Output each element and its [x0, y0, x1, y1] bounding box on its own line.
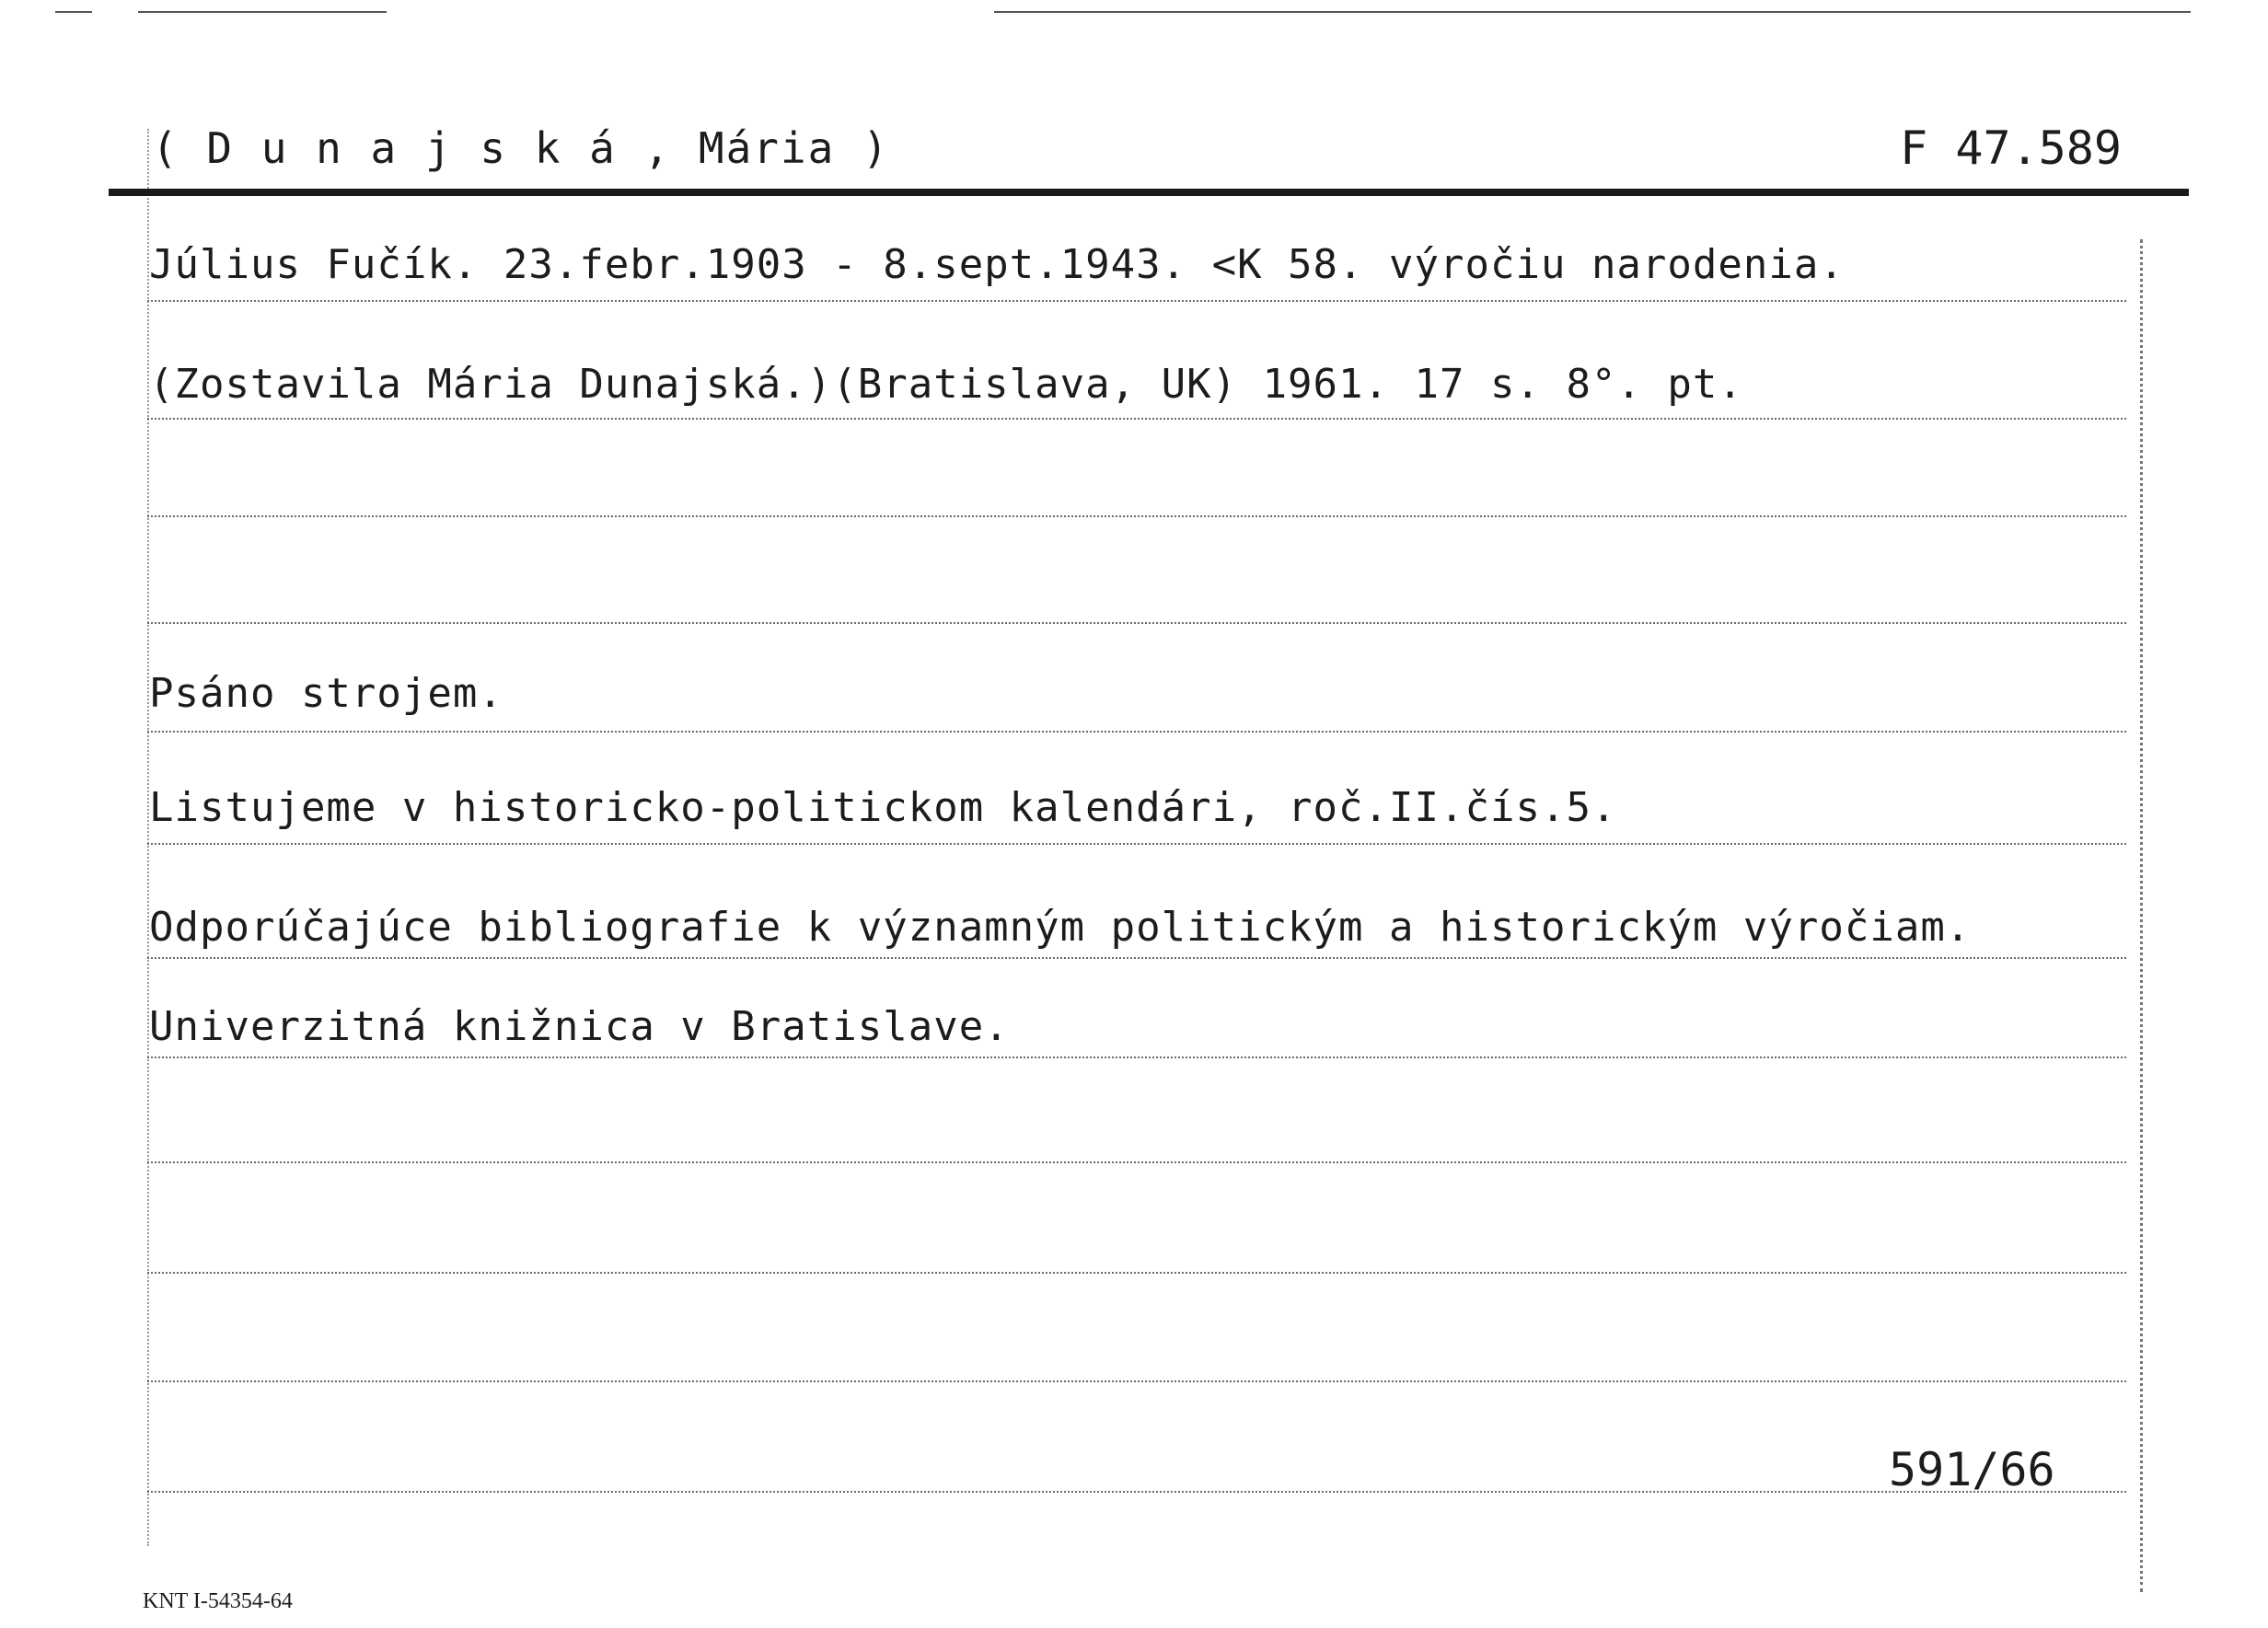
heading-rule [109, 189, 2189, 196]
ruled-line [147, 622, 2126, 624]
ruled-line [147, 300, 2126, 302]
note-line: Psáno strojem. [149, 670, 503, 717]
footer-code: KNT I-54354-64 [143, 1589, 293, 1613]
ruled-line [147, 1056, 2126, 1058]
series-title-line: Odporúčajúce bibliografie k významným politickým a historickým výročiam. [149, 904, 1972, 951]
accession-number: 591/66 [1889, 1443, 2055, 1496]
ruled-line [147, 1272, 2126, 1274]
ruled-line [147, 1380, 2126, 1382]
left-margin-ruling [147, 129, 149, 1546]
author-heading: ( D u n a j s k á , Mária ) [152, 123, 890, 173]
right-margin-ruling [2140, 239, 2143, 1592]
call-number: F 47.589 [1900, 121, 2122, 175]
publisher-line: Univerzitná knižnica v Bratislave. [149, 1003, 1010, 1050]
ruled-line [147, 731, 2126, 733]
ruled-line [147, 418, 2126, 420]
card-heading [152, 116, 2122, 180]
top-edge-mark [994, 11, 2191, 13]
top-edge-mark [55, 11, 92, 13]
imprint-line: (Zostavila Mária Dunajská.)(Bratislava, UK) 1961. 17 s. 8°. pt. [149, 361, 1743, 408]
title-line: Július Fučík. 23.febr.1903 - 8.sept.1943. <K 58. výročiu narodenia. [149, 241, 1845, 288]
ruled-line [147, 843, 2126, 845]
ruled-line [147, 1161, 2126, 1163]
ruled-line [147, 515, 2126, 517]
top-edge-mark [138, 11, 387, 13]
ruled-line [147, 1491, 2126, 1493]
ruled-line [147, 957, 2126, 959]
series-line: Listujeme v historicko-politickom kalendári, roč.II.čís.5. [149, 784, 1617, 831]
